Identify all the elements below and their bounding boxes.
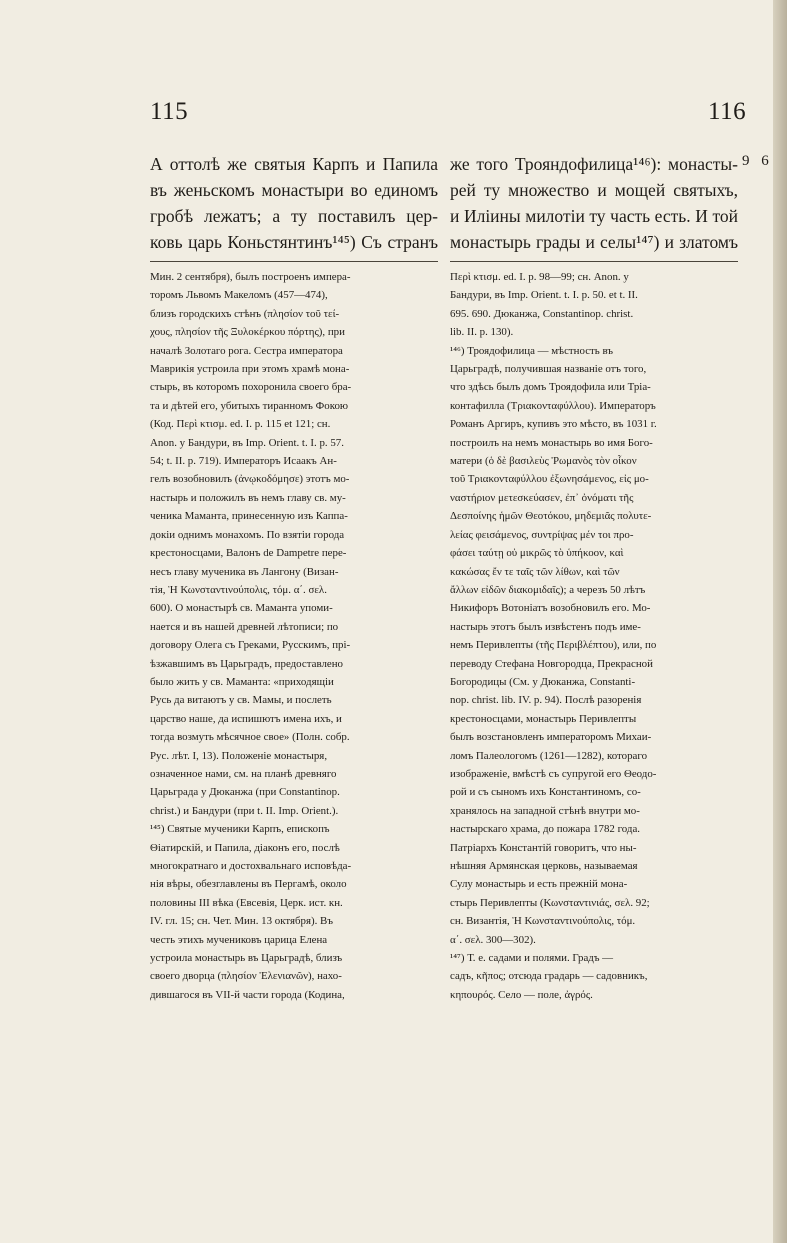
footnote-line: 54; t. II. p. 719). Императоръ Исаакъ Ан- — [150, 455, 337, 468]
footnote-line: многократнаго и достохвальнаго исповѣда- — [150, 860, 352, 872]
footnote-line: матери (ὁ δὲ βασιλεὺς Ῥωμανὸς τὸν οἶκον — [450, 455, 637, 468]
footnote-line: настырскаго храма, до пожара 1782 года. — [450, 823, 640, 836]
main-text-line: гробѣ лежатъ; а ту поставилъ цер- — [150, 206, 438, 226]
footnote-line: ¹⁴⁶) Троядофилица — мѣстность въ — [450, 344, 613, 357]
footnote-line: Θіатирскій, и Папила, діаконъ его, послѣ — [150, 841, 340, 854]
footnote-line: нается и въ нашей древней лѣтописи; по — [150, 620, 339, 633]
footnote-line: lib. II. p. 130). — [450, 326, 514, 339]
footnote-line: близъ городскихъ стѣнъ (πλησίον τοῦ τεί- — [150, 307, 340, 320]
footnote-line: царство наше, да испишютъ имена ихъ, и — [150, 712, 342, 725]
footnote-line: (Код. Περὶ κτισμ. ed. I. p. 115 et 121; сн. — [150, 418, 331, 431]
footnote-line: ἄλλων εἰδῶν διακομιδαῖς); а черезъ 50 лѣтъ — [450, 583, 646, 596]
footnote-line: Царьграда у Дюканжа (при Constantinop. — [150, 786, 340, 799]
footnote-line: настырь и положилъ въ немъ главу св. му- — [150, 491, 346, 504]
footnote-line: контафилла (Τριακονταφύλλου). Императоръ — [450, 399, 656, 412]
footnote-line: немъ Перивлепты (τῆς Περιβλέπτου), или, по — [450, 639, 657, 652]
footnote-line: означенное нами, см. на планѣ древняго — [150, 767, 337, 780]
footnote-line: ναστήριον μετεσκεύασεν, ἐπ᾽ ὀνόματι τῆς — [450, 491, 634, 504]
footnote-line: Патріархъ Константій говоритъ, что ны- — [450, 841, 637, 854]
footnote-line: Никифоръ Вотоніатъ возобновилъ его. Мо- — [450, 602, 651, 615]
footnote-line: несъ главу мученика въ Лангону (Визан- — [150, 565, 339, 578]
footnote-line: Царьградѣ, получившая названіе отъ того, — [450, 363, 647, 376]
footnote-line: началѣ Золотаго рога. Сестра императора — [150, 344, 343, 357]
footnote-line: хранялось на западной стѣнѣ внутри мо- — [450, 804, 640, 817]
footnote-line: тогда возмуть мѣсячное свое» (Полн. собр. — [150, 731, 350, 744]
main-text-line: рей ту множество и мощей святыхъ, — [450, 180, 738, 200]
footnote-line: χους, πλησίον τῆς Ξυλοκέρκου πόρτης), при — [150, 326, 345, 339]
footnote-line: что здѣсь былъ домъ Троядофила или Тріа- — [450, 381, 651, 394]
footnote-line: φάσει ταύτῃ οὐ μικρῶς τὸ ὑπήκοον, καὶ — [450, 547, 624, 560]
footnote-line: ¹⁴⁷) Т. е. садами и полями. Градъ — — [450, 952, 614, 965]
footnote-line: честь этихъ мучениковъ царица Елена — [150, 933, 328, 946]
footnote-line: нѣшняя Армянская церковь, называемая — [450, 860, 638, 872]
footnote-line: α΄. σελ. 300—302). — [450, 933, 536, 946]
footnote-line: рой и съ сыномъ ихъ Константиномъ, со- — [450, 786, 641, 799]
footnote-line: Περὶ κτισμ. ed. I. p. 98—99; сн. Anon. у — [450, 271, 629, 283]
main-text-line: ковь царь Коньстянтинъ¹⁴⁵) Съ странъ — [150, 232, 438, 252]
main-text-line: въ женьскомъ монастыри во единомъ — [150, 180, 438, 200]
footnote-line: κηπουρός. Село — поле, ἀγρός. — [450, 988, 593, 1001]
main-text-line: же того Трояндофилица¹⁴⁶): монасты- — [450, 154, 738, 174]
footnote-line: Маврикія устроила при этомъ храмѣ мона- — [150, 363, 350, 376]
footnote-line: дившагося въ VII-й части города (Кодина, — [150, 988, 345, 1001]
footnote-line: тія, Ἡ Κωνσταντινούπολις, τόμ. α΄. σελ. — [150, 583, 327, 596]
footnote-line: ченика Маманта, принесенную изъ Каппа- — [150, 510, 348, 523]
footnote-line: τοῦ Τριακονταφύλλου ἐξωνησάμενος, εἰς μο- — [450, 473, 649, 486]
footnote-line: Романъ Аргиръ, купивъ это мѣсто, въ 1031 г. — [450, 418, 657, 431]
footnote-line: nop. christ. lib. IV. p. 94). Послѣ разоренія — [450, 694, 642, 707]
footnote-line: Богородицы (См. у Дюканжа, Constanti- — [450, 675, 636, 688]
footnote-line: κακώσας ἔν τε ταῖς τῶν λίθων, καὶ τῶν — [450, 565, 620, 578]
footnote-line: своего дворца (πλησίον Ἑλενιανῶν), нахо- — [150, 970, 342, 983]
right-footnotes — [450, 268, 738, 1004]
footnote-line: устроила монастырь въ Царьградѣ, близъ — [150, 952, 343, 965]
page-number-left: 115 — [150, 98, 189, 125]
footnote-line: нія вѣры, обезглавлены въ Пергамѣ, около — [150, 878, 347, 891]
footnote-line: 600). О монастырѣ св. Маманта упоми- — [150, 602, 333, 615]
footnote-line: ломъ Палеологомъ (1261—1282), котораго — [450, 749, 648, 762]
footnote-line: было жить у св. Маманта: «приходящіи — [150, 675, 334, 688]
right-column — [450, 151, 738, 1004]
right-main-text — [450, 151, 738, 255]
footnote-line: настырь этотъ былъ извѣстенъ подъ име- — [450, 620, 641, 633]
footnote-line: договору Олега съ Греками, Русскимъ, прі- — [150, 639, 351, 652]
footnote-line: крестоносцами, монастырь Перивлепты — [450, 712, 637, 725]
margin-mark: 9 6 — [742, 153, 773, 169]
footnote-line: половины III вѣка (Евсевія, Церк. ист. кн. — [150, 896, 343, 909]
footnote-line: переводу Стефана Новгородца, Прекрасной — [450, 657, 653, 670]
footnote-line: ѣзжавшимъ въ Царьградъ, предоставлено — [150, 657, 343, 670]
main-text-line: монастырь грады и селы¹⁴⁷) и златомъ — [450, 232, 738, 252]
footnote-line: построилъ на немъ монастырь во имя Бого- — [450, 436, 653, 449]
book-spine — [773, 0, 787, 1243]
footnote-line: 695. 690. Дюканжа, Constantinop. christ. — [450, 307, 634, 320]
footnote-line: крестоносцами, Валонъ de Dampetre пере- — [150, 547, 347, 560]
footnote-line: стырь Перивлепты (Κωνσταντινιάς, σελ. 92; — [450, 896, 650, 909]
footnote-line: Бандури, въ Imp. Orient. t. I. p. 50. et t. II. — [450, 289, 638, 302]
footnote-line: Мин. 2 сентября), былъ построенъ импера- — [150, 271, 351, 283]
footnote-line: Δεσποίνης ἡμῶν Θεοτόκου, μηδεμιᾶς πολυτε- — [450, 510, 652, 523]
footnote-divider-left — [150, 261, 438, 262]
footnote-divider-right — [450, 261, 738, 262]
footnote-line: Русь да витаютъ у св. Мамы, и послеть — [150, 694, 332, 707]
left-footnotes — [150, 268, 438, 1004]
footnote-line: гелъ возобновилъ (ἀνῳκοδόμησε) этотъ мо- — [150, 473, 350, 486]
left-column — [150, 151, 438, 1004]
footnote-line: Сулу монастырь и есть прежній мона- — [450, 878, 628, 891]
left-main-text — [150, 151, 438, 255]
footnote-line: Рус. лѣт. I, 13). Положеніе монастыря, — [150, 749, 328, 762]
footnote-line: садъ, κῆπος; отсюда градарь — садовникъ, — [450, 970, 648, 983]
footnote-line: изображеніе, вмѣстѣ съ супругой его Θеодо- — [450, 767, 657, 780]
footnote-line: докіи однимъ монахомъ. По взятіи города — [150, 528, 345, 541]
footnote-line: былъ возстановленъ императоромъ Михаи- — [450, 731, 652, 744]
footnote-line: christ.) и Бандури (при t. II. Imp. Orient.). — [150, 804, 339, 817]
footnote-line: торомъ Львомъ Макеломъ (457—474), — [150, 289, 328, 302]
page-number-right: 116 — [708, 98, 747, 125]
footnote-line: сн. Византія, Ἡ Κωνσταντινούπολις, τόμ. — [450, 915, 636, 928]
footnote-line: IV. гл. 15; сн. Чет. Мин. 13 октября). Въ — [150, 915, 333, 928]
footnote-line: ¹⁴⁵) Святые мученики Карпъ, епископъ — [150, 823, 330, 836]
footnote-line: та и дѣтей его, убитыхъ тиранномъ Фокою — [150, 399, 349, 412]
main-text-line: и Илiины милотiи ту часть есть. И той — [450, 206, 738, 226]
main-text-line: А оттолѣ же святыя Карпъ и Папила — [150, 154, 438, 174]
footnote-line: стырь, въ которомъ похоронила своего бра- — [150, 381, 352, 394]
footnote-line: Anon. у Бандури, въ Imp. Orient. t. I. p. 57. — [150, 436, 344, 449]
footnote-line: λείας φεισάμενος, συντρίψας μέν τοι προ- — [450, 528, 634, 541]
